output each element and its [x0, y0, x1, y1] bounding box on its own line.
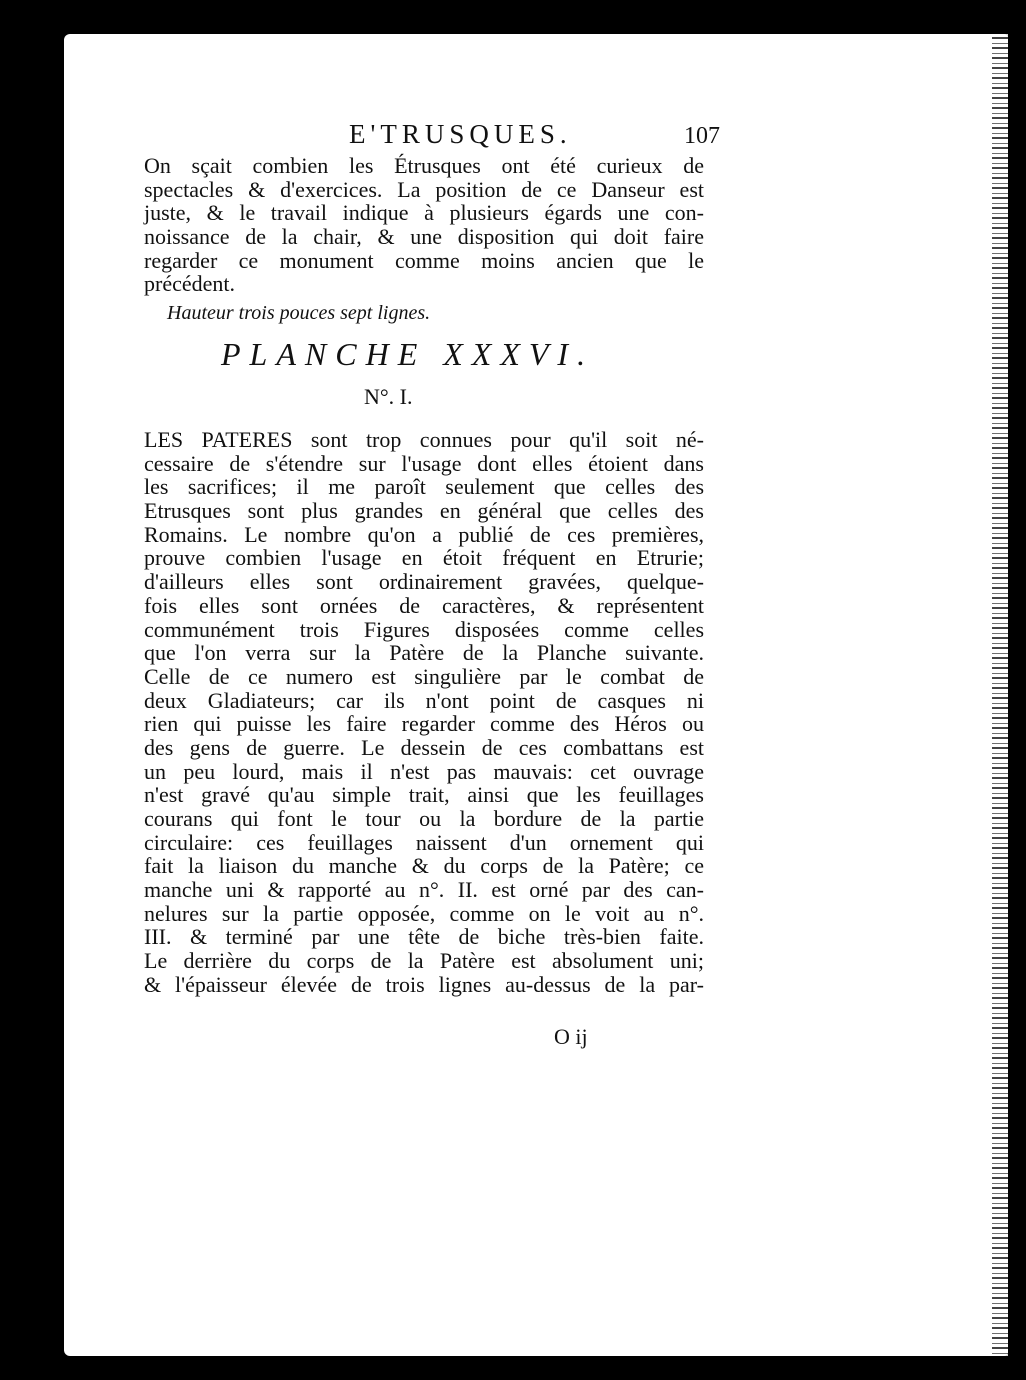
page-edge [992, 34, 1008, 1356]
text-line: On sçait combien les Étrusques ont été curieux de [144, 153, 704, 178]
body-paragraph [144, 428, 704, 997]
text-line: Romains. Le nombre qu'on a publié de ces premières, [144, 521, 704, 547]
page-number: 107 [684, 123, 720, 149]
text-line: manche uni & rapporté au n°. II. est orné par des can- [144, 877, 704, 903]
text-line: que l'on verra sur la Patère de la Planche suivante. [144, 640, 704, 666]
text-line: courans qui font le tour ou la bordure de la partie [144, 806, 704, 831]
text-line: LES PATERES sont trop connues pour qu'il soit né- [144, 427, 704, 452]
text-line: III. & terminé par une tête de biche très-bien faite. [144, 924, 704, 950]
book-page [64, 34, 1008, 1356]
text-line: cessaire de s'étendre sur l'usage dont elles étoient dans [144, 450, 704, 476]
plate-title: PLANCHE XXXVI. [221, 336, 595, 372]
running-head-title: E'TRUSQUES. [349, 119, 572, 149]
text-line: rien qui puisse les faire regarder comme des Héros ou [144, 711, 704, 737]
text-line: Celle de ce numero est singulière par le combat de [144, 663, 704, 689]
text-line: deux Gladiateurs; car ils n'ont point de casques ni [144, 687, 704, 713]
text-line: n'est gravé qu'au simple trait, ainsi que les feuillages [144, 782, 704, 808]
text-line: & l'épaisseur élevée de trois lignes au-dessus de la par- [144, 971, 704, 997]
running-head [349, 119, 909, 153]
text-line: Etrusques sont plus grandes en général que celles des [144, 498, 704, 524]
text-line: juste, & le travail indique à plusieurs égards une con- [144, 200, 704, 226]
dimensions-note: Hauteur trois pouces sept lignes. [167, 302, 431, 324]
text-line: un peu lourd, mais il n'est pas mauvais: cet ouvrage [144, 758, 704, 784]
text-line: spectacles & d'exercices. La position de ce Danseur est [144, 176, 704, 202]
text-line: communément trois Figures disposées comme celles [144, 616, 704, 642]
text-line: regarder ce monument comme moins ancien que le [144, 247, 704, 273]
text-line: précédent. [144, 271, 235, 297]
text-line: nelures sur la partie opposée, comme on le voit au n°. [144, 900, 704, 926]
text-line: fait la liaison du manche & du corps de la Patère; ce [144, 853, 704, 879]
text-line: d'ailleurs elles sont ordinairement gravées, quelque- [144, 569, 704, 595]
text-line: prouve combien l'usage en étoit fréquent en Etrurie; [144, 545, 704, 571]
signature-mark: O ij [554, 1024, 588, 1049]
text-line: Le derrière du corps de la Patère est absolument uni; [144, 948, 704, 974]
text-line: circulaire: ces feuillages naissent d'un ornement qui [144, 829, 704, 855]
intro-paragraph [144, 154, 704, 296]
text-line: fois elles sont ornées de caractères, & représentent [144, 592, 704, 618]
text-line: noissance de la chair, & une disposition qui doit faire [144, 224, 704, 250]
numero-heading: N°. I. [364, 384, 413, 409]
text-line: des gens de guerre. Le dessein de ces combattans est [144, 734, 704, 760]
text-line: les sacrifices; il me paroît seulement que celles des [144, 474, 704, 500]
